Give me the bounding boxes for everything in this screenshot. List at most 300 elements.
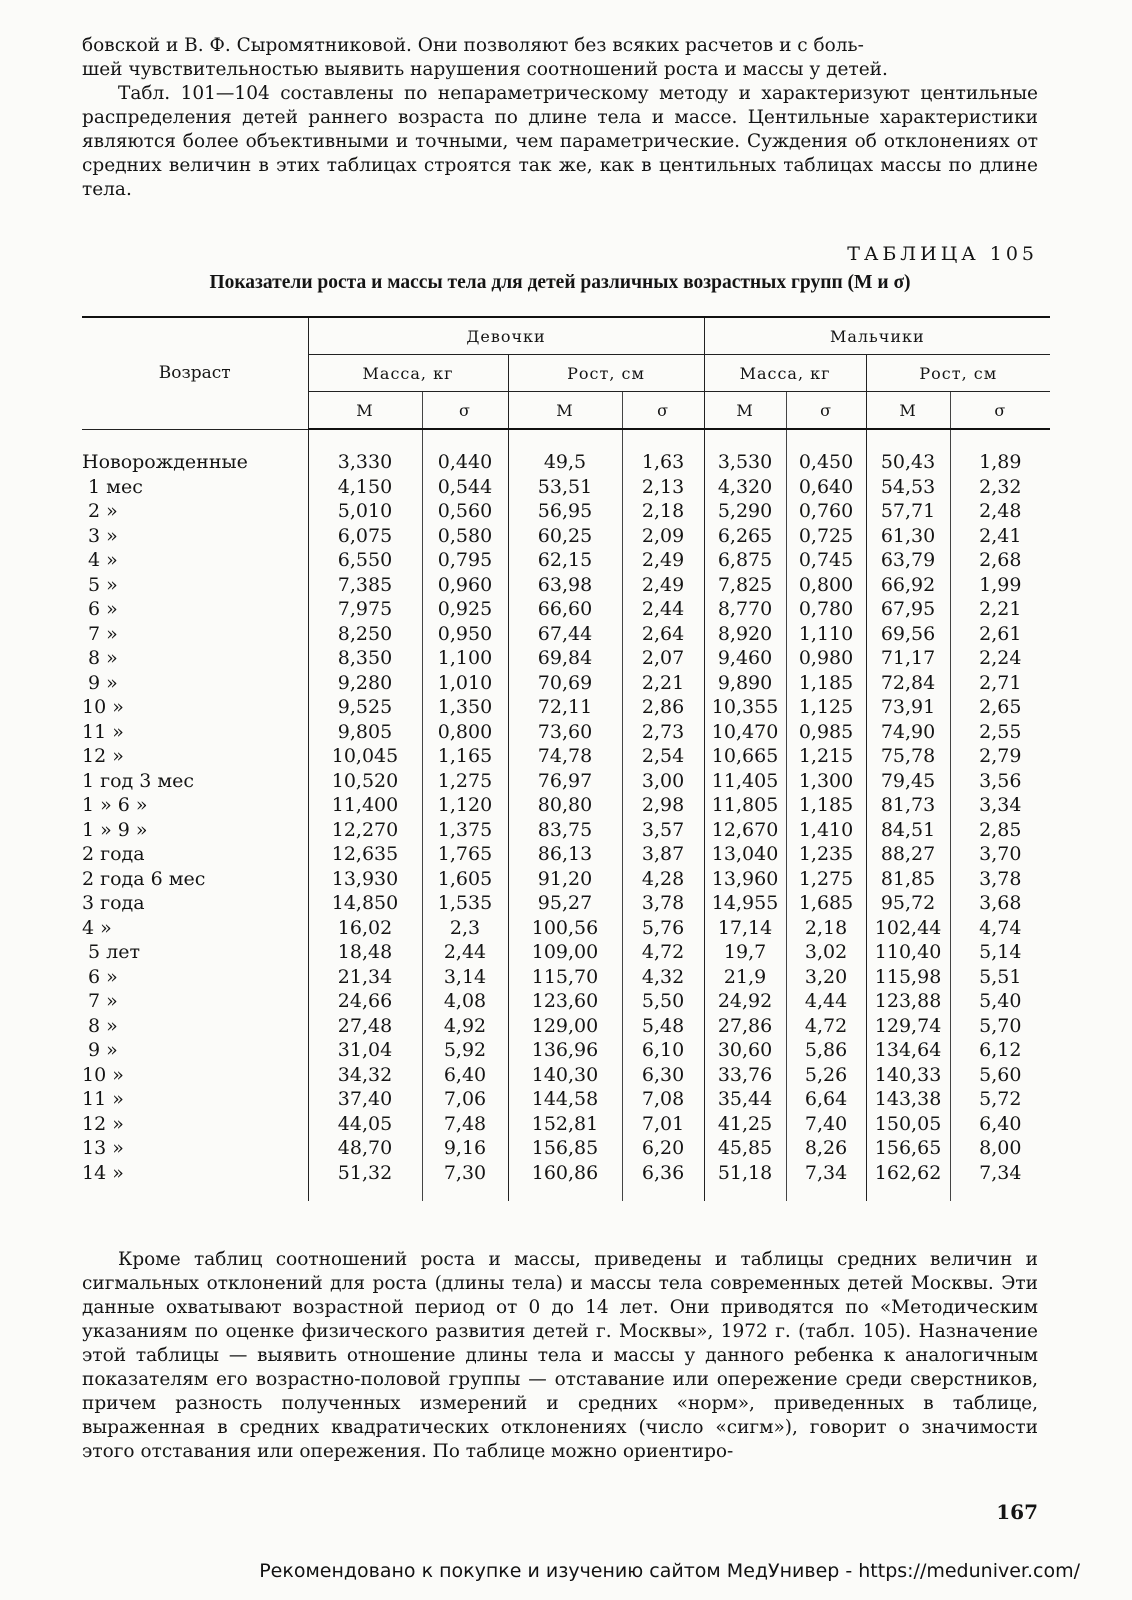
header-boys: Мальчики bbox=[704, 317, 1050, 355]
header-m: M bbox=[308, 392, 422, 430]
value-cell: 8,350 bbox=[308, 646, 422, 671]
header-boys-height: Рост, см bbox=[866, 355, 1050, 392]
page-number: 167 bbox=[996, 1500, 1038, 1524]
header-boys-mass: Масса, кг bbox=[704, 355, 866, 392]
age-cell: 2 года bbox=[82, 842, 308, 867]
value-cell: 1,765 bbox=[422, 842, 508, 867]
value-cell: 81,85 bbox=[866, 867, 950, 892]
value-cell: 0,795 bbox=[422, 548, 508, 573]
value-cell: 7,30 bbox=[422, 1161, 508, 1202]
value-cell: 4,320 bbox=[704, 475, 786, 500]
value-cell: 3,87 bbox=[622, 842, 704, 867]
value-cell: 3,68 bbox=[979, 892, 1022, 914]
age-cell: 6 » bbox=[82, 965, 308, 990]
value-cell: 14,955 bbox=[704, 891, 786, 916]
value-cell: 56,95 bbox=[508, 499, 622, 524]
value-cell: 6,30 bbox=[622, 1063, 704, 1088]
header-m: M bbox=[508, 392, 622, 430]
value-cell: 37,40 bbox=[308, 1087, 422, 1112]
value-cell: 5,010 bbox=[308, 499, 422, 524]
value-cell: 6,36 bbox=[622, 1161, 704, 1202]
table-row bbox=[82, 965, 1050, 990]
value-cell: 140,30 bbox=[508, 1063, 622, 1088]
table-row bbox=[82, 1087, 1050, 1112]
age-cell: 8 » bbox=[82, 646, 308, 671]
value-cell: 4,92 bbox=[422, 1014, 508, 1039]
value-cell: 9,805 bbox=[308, 720, 422, 745]
value-cell: 24,92 bbox=[704, 989, 786, 1014]
value-cell: 0,985 bbox=[786, 720, 866, 745]
table-row bbox=[82, 818, 1050, 843]
value-cell: 102,44 bbox=[866, 916, 950, 941]
value-cell: 0,925 bbox=[422, 597, 508, 622]
paragraph-intro bbox=[82, 34, 1038, 202]
age-cell: 3 » bbox=[82, 524, 308, 549]
value-cell: 3,78 bbox=[979, 867, 1022, 890]
value-cell: 6,40 bbox=[979, 1112, 1022, 1135]
value-cell: 7,08 bbox=[622, 1087, 704, 1112]
value-cell: 162,62 bbox=[866, 1161, 950, 1202]
value-cell: 7,34 bbox=[979, 1161, 1022, 1184]
table-row bbox=[82, 1038, 1050, 1063]
age-cell: 12 » bbox=[82, 744, 308, 769]
value-cell: 1,535 bbox=[422, 891, 508, 916]
value-cell: 156,85 bbox=[508, 1136, 622, 1161]
value-cell: 50,43 bbox=[866, 450, 950, 475]
value-cell: 76,97 bbox=[508, 769, 622, 794]
age-cell: 9 » bbox=[82, 1038, 308, 1063]
value-cell: 0,980 bbox=[786, 646, 866, 671]
table-row bbox=[82, 524, 1050, 549]
value-cell: 75,78 bbox=[866, 744, 950, 769]
value-cell: 5,14 bbox=[979, 941, 1022, 963]
value-cell: 1,120 bbox=[422, 793, 508, 818]
table-row bbox=[82, 597, 1050, 622]
table-row bbox=[82, 842, 1050, 867]
value-cell: 60,25 bbox=[508, 524, 622, 549]
age-cell: 1 мес bbox=[82, 475, 308, 500]
value-cell: 74,78 bbox=[508, 744, 622, 769]
value-cell: 4,72 bbox=[622, 940, 704, 965]
table-row bbox=[82, 1063, 1050, 1088]
value-cell: 3,78 bbox=[622, 891, 704, 916]
value-cell: 150,05 bbox=[866, 1112, 950, 1137]
age-cell: 7 » bbox=[82, 622, 308, 647]
value-cell: 6,10 bbox=[622, 1038, 704, 1063]
table-row bbox=[82, 671, 1050, 696]
value-cell: 0,450 bbox=[786, 450, 866, 475]
value-cell: 2,48 bbox=[979, 500, 1022, 522]
value-cell: 9,280 bbox=[308, 671, 422, 696]
header-girls: Девочки bbox=[308, 317, 704, 355]
value-cell: 9,16 bbox=[422, 1136, 508, 1161]
value-cell: 73,91 bbox=[866, 695, 950, 720]
value-cell: 63,98 bbox=[508, 573, 622, 598]
value-cell: 4,08 bbox=[422, 989, 508, 1014]
value-cell: 2,18 bbox=[786, 916, 866, 941]
value-cell: 5,40 bbox=[979, 990, 1022, 1012]
value-cell: 53,51 bbox=[508, 475, 622, 500]
header-sigma: σ bbox=[950, 392, 1050, 430]
value-cell: 13,930 bbox=[308, 867, 422, 892]
value-cell: 1,110 bbox=[786, 622, 866, 647]
value-cell: 24,66 bbox=[308, 989, 422, 1014]
table-row bbox=[82, 916, 1050, 941]
value-cell: 5,76 bbox=[622, 916, 704, 941]
value-cell: 0,440 bbox=[422, 450, 508, 475]
value-cell: 6,20 bbox=[622, 1136, 704, 1161]
age-cell: 1 год 3 мес bbox=[82, 769, 308, 794]
value-cell: 44,05 bbox=[308, 1112, 422, 1137]
value-cell: 2,13 bbox=[622, 475, 704, 500]
age-cell: 7 » bbox=[82, 989, 308, 1014]
value-cell: 66,92 bbox=[866, 573, 950, 598]
header-sigma: σ bbox=[786, 392, 866, 430]
value-cell: 140,33 bbox=[866, 1063, 950, 1088]
header-girls-mass: Масса, кг bbox=[308, 355, 508, 392]
value-cell: 72,84 bbox=[866, 671, 950, 696]
value-cell: 5,290 bbox=[704, 499, 786, 524]
value-cell: 6,40 bbox=[422, 1063, 508, 1088]
value-cell: 1,350 bbox=[422, 695, 508, 720]
value-cell: 4,74 bbox=[979, 916, 1022, 939]
value-cell: 41,25 bbox=[704, 1112, 786, 1137]
value-cell: 35,44 bbox=[704, 1087, 786, 1112]
header-age: Возраст bbox=[82, 317, 308, 429]
value-cell: 21,34 bbox=[308, 965, 422, 990]
header-sigma: σ bbox=[422, 392, 508, 430]
value-cell: 2,55 bbox=[979, 720, 1022, 743]
value-cell: 2,32 bbox=[979, 475, 1022, 498]
paragraph-intro-line2: шей чувствительностью выявить нарушения соотношений роста и массы у детей. bbox=[82, 59, 888, 80]
age-cell: 1 » 6 » bbox=[82, 793, 308, 818]
value-cell: 1,300 bbox=[786, 769, 866, 794]
value-cell: 123,88 bbox=[866, 989, 950, 1014]
value-cell: 6,075 bbox=[308, 524, 422, 549]
table-row bbox=[82, 573, 1050, 598]
value-cell: 33,76 bbox=[704, 1063, 786, 1088]
value-cell: 0,560 bbox=[422, 499, 508, 524]
value-cell: 66,60 bbox=[508, 597, 622, 622]
value-cell: 16,02 bbox=[308, 916, 422, 941]
age-cell: 11 » bbox=[82, 1087, 308, 1112]
value-cell: 7,34 bbox=[786, 1161, 866, 1202]
value-cell: 8,920 bbox=[704, 622, 786, 647]
value-cell: 0,580 bbox=[422, 524, 508, 549]
value-cell: 2,41 bbox=[979, 524, 1022, 547]
value-cell: 4,32 bbox=[622, 965, 704, 990]
value-cell: 6,875 bbox=[704, 548, 786, 573]
value-cell: 51,18 bbox=[704, 1161, 786, 1202]
value-cell: 54,53 bbox=[866, 475, 950, 500]
value-cell: 156,65 bbox=[866, 1136, 950, 1161]
value-cell: 5,48 bbox=[622, 1014, 704, 1039]
value-cell: 49,5 bbox=[508, 450, 622, 475]
age-cell: 1 » 9 » bbox=[82, 818, 308, 843]
table-row bbox=[82, 499, 1050, 524]
value-cell: 3,56 bbox=[979, 769, 1022, 792]
value-cell: 1,125 bbox=[786, 695, 866, 720]
value-cell: 123,60 bbox=[508, 989, 622, 1014]
value-cell: 1,605 bbox=[422, 867, 508, 892]
value-cell: 11,405 bbox=[704, 769, 786, 794]
value-cell: 1,275 bbox=[786, 867, 866, 892]
age-cell: 4 » bbox=[82, 916, 308, 941]
value-cell: 48,70 bbox=[308, 1136, 422, 1161]
value-cell: 7,40 bbox=[786, 1112, 866, 1137]
value-cell: 21,9 bbox=[704, 965, 786, 990]
table-row bbox=[82, 450, 1050, 475]
value-cell: 4,150 bbox=[308, 475, 422, 500]
value-cell: 34,32 bbox=[308, 1063, 422, 1088]
table-row bbox=[82, 793, 1050, 818]
value-cell: 10,665 bbox=[704, 744, 786, 769]
value-cell: 3,70 bbox=[979, 843, 1022, 865]
age-cell: 3 года bbox=[82, 891, 308, 916]
value-cell: 14,850 bbox=[308, 891, 422, 916]
age-cell: 11 » bbox=[82, 720, 308, 745]
value-cell: 129,00 bbox=[508, 1014, 622, 1039]
value-cell: 95,72 bbox=[866, 891, 950, 916]
value-cell: 12,635 bbox=[308, 842, 422, 867]
value-cell: 3,00 bbox=[622, 769, 704, 794]
value-cell: 83,75 bbox=[508, 818, 622, 843]
value-cell: 5,86 bbox=[786, 1038, 866, 1063]
value-cell: 7,01 bbox=[622, 1112, 704, 1137]
value-cell: 136,96 bbox=[508, 1038, 622, 1063]
age-cell: 13 » bbox=[82, 1136, 308, 1161]
value-cell: 95,27 bbox=[508, 891, 622, 916]
value-cell: 109,00 bbox=[508, 940, 622, 965]
table-title: Показатели роста и массы тела для детей различных возрастных групп (M и σ) bbox=[209, 272, 911, 293]
value-cell: 70,69 bbox=[508, 671, 622, 696]
value-cell: 2,3 bbox=[422, 916, 508, 941]
paragraph-moscow-text: Кроме таблиц соотношений роста и массы, приведены и таблицы средних величин и сигмальных отклонений для роста (длины тела) и массы тела современных детей Москвы. Эти данные охватывают возрастной период от 0 до 14 лет. Они приводятся по «Методическим указаниям по оценке физического развития детей г. Москвы», 1972 г. (табл. 105). Назначение этой таблицы — выявить отношение длины тела и массы у данного ребенка к аналогичным показателям его возрастно-половой группы — отставание или опережение среди сверстников, причем разность полученных измерений и средних «норм», приведенных в таблице, выраженная в средних квадратических отклонениях (число «сигм»), говорит о значимости этого отставания или опережения. По таблице можно ориентиро- bbox=[82, 1249, 1038, 1462]
age-cell: 10 » bbox=[82, 695, 308, 720]
value-cell: 17,14 bbox=[704, 916, 786, 941]
value-cell: 2,18 bbox=[622, 499, 704, 524]
value-cell: 5,60 bbox=[979, 1063, 1022, 1086]
value-cell: 2,07 bbox=[622, 646, 704, 671]
value-cell: 4,44 bbox=[786, 989, 866, 1014]
value-cell: 71,17 bbox=[866, 646, 950, 671]
value-cell: 61,30 bbox=[866, 524, 950, 549]
age-cell: 8 » bbox=[82, 1014, 308, 1039]
age-cell: 12 » bbox=[82, 1112, 308, 1137]
value-cell: 79,45 bbox=[866, 769, 950, 794]
value-cell: 31,04 bbox=[308, 1038, 422, 1063]
value-cell: 5,70 bbox=[979, 1014, 1022, 1037]
value-cell: 2,21 bbox=[979, 598, 1022, 620]
value-cell: 27,48 bbox=[308, 1014, 422, 1039]
value-cell: 0,950 bbox=[422, 622, 508, 647]
value-cell: 144,58 bbox=[508, 1087, 622, 1112]
table-row bbox=[82, 720, 1050, 745]
value-cell: 72,11 bbox=[508, 695, 622, 720]
value-cell: 2,65 bbox=[979, 696, 1022, 718]
value-cell: 1,185 bbox=[786, 793, 866, 818]
value-cell: 2,68 bbox=[979, 549, 1022, 571]
value-cell: 11,400 bbox=[308, 793, 422, 818]
value-cell: 3,330 bbox=[308, 450, 422, 475]
header-sigma: σ bbox=[622, 392, 704, 430]
value-cell: 2,86 bbox=[622, 695, 704, 720]
table-number: ТАБЛИЦА 105 bbox=[847, 243, 1038, 265]
value-cell: 0,800 bbox=[786, 573, 866, 598]
value-cell: 80,80 bbox=[508, 793, 622, 818]
value-cell: 6,265 bbox=[704, 524, 786, 549]
value-cell: 69,84 bbox=[508, 646, 622, 671]
value-cell: 1,410 bbox=[786, 818, 866, 843]
value-cell: 6,550 bbox=[308, 548, 422, 573]
value-cell: 5,50 bbox=[622, 989, 704, 1014]
value-cell: 2,44 bbox=[422, 940, 508, 965]
value-cell: 2,64 bbox=[622, 622, 704, 647]
value-cell: 9,890 bbox=[704, 671, 786, 696]
value-cell: 57,71 bbox=[866, 499, 950, 524]
value-cell: 11,805 bbox=[704, 793, 786, 818]
value-cell: 67,95 bbox=[866, 597, 950, 622]
value-cell: 1,100 bbox=[422, 646, 508, 671]
value-cell: 88,27 bbox=[866, 842, 950, 867]
value-cell: 5,92 bbox=[422, 1038, 508, 1063]
table-row bbox=[82, 1136, 1050, 1161]
table-row bbox=[82, 548, 1050, 573]
value-cell: 0,640 bbox=[786, 475, 866, 500]
value-cell: 10,470 bbox=[704, 720, 786, 745]
value-cell: 5,51 bbox=[979, 965, 1022, 988]
value-cell: 30,60 bbox=[704, 1038, 786, 1063]
value-cell: 1,235 bbox=[786, 842, 866, 867]
value-cell: 2,98 bbox=[622, 793, 704, 818]
value-cell: 84,51 bbox=[866, 818, 950, 843]
value-cell: 3,34 bbox=[979, 794, 1022, 816]
value-cell: 2,49 bbox=[622, 548, 704, 573]
value-cell: 74,90 bbox=[866, 720, 950, 745]
value-cell: 2,49 bbox=[622, 573, 704, 598]
value-cell: 1,275 bbox=[422, 769, 508, 794]
header-m: M bbox=[866, 392, 950, 430]
value-cell: 0,725 bbox=[786, 524, 866, 549]
paragraph-tables-description: Табл. 101—104 составлены по непараметрическому методу и характеризуют центильные распределения детей раннего возраста по длине тела и массе. Центильные характеристики являются более объективными и точными, чем параметрические. Суждения об отклонениях от средних величин в этих таблицах строятся так же, как в центильных таблицах массы по длине тела. bbox=[82, 83, 1038, 200]
table-row bbox=[82, 475, 1050, 500]
header-m: M bbox=[704, 392, 786, 430]
growth-mass-table bbox=[82, 316, 1050, 1201]
age-cell: 2 » bbox=[82, 499, 308, 524]
value-cell: 7,48 bbox=[422, 1112, 508, 1137]
table-row bbox=[82, 891, 1050, 916]
table-row bbox=[82, 1161, 1050, 1202]
value-cell: 3,14 bbox=[422, 965, 508, 990]
value-cell: 2,79 bbox=[979, 745, 1022, 767]
value-cell: 18,48 bbox=[308, 940, 422, 965]
table-row bbox=[82, 1112, 1050, 1137]
value-cell: 19,7 bbox=[704, 940, 786, 965]
value-cell: 12,670 bbox=[704, 818, 786, 843]
value-cell: 152,81 bbox=[508, 1112, 622, 1137]
value-cell: 1,375 bbox=[422, 818, 508, 843]
value-cell: 3,57 bbox=[622, 818, 704, 843]
value-cell: 115,70 bbox=[508, 965, 622, 990]
value-cell: 2,24 bbox=[979, 647, 1022, 669]
age-cell: 5 лет bbox=[82, 940, 308, 965]
table-row bbox=[82, 940, 1050, 965]
value-cell: 9,460 bbox=[704, 646, 786, 671]
table-row bbox=[82, 695, 1050, 720]
value-cell: 0,745 bbox=[786, 548, 866, 573]
value-cell: 4,28 bbox=[622, 867, 704, 892]
value-cell: 2,44 bbox=[622, 597, 704, 622]
value-cell: 5,26 bbox=[786, 1063, 866, 1088]
value-cell: 143,38 bbox=[866, 1087, 950, 1112]
value-cell: 8,00 bbox=[979, 1137, 1022, 1159]
value-cell: 2,21 bbox=[622, 671, 704, 696]
value-cell: 8,250 bbox=[308, 622, 422, 647]
value-cell: 2,73 bbox=[622, 720, 704, 745]
value-cell: 2,71 bbox=[979, 671, 1022, 694]
value-cell: 7,385 bbox=[308, 573, 422, 598]
age-cell: 6 » bbox=[82, 597, 308, 622]
value-cell: 1,165 bbox=[422, 744, 508, 769]
value-cell: 2,61 bbox=[979, 622, 1022, 645]
value-cell: 0,780 bbox=[786, 597, 866, 622]
value-cell: 62,15 bbox=[508, 548, 622, 573]
value-cell: 10,355 bbox=[704, 695, 786, 720]
value-cell: 0,800 bbox=[422, 720, 508, 745]
age-cell: 5 » bbox=[82, 573, 308, 598]
value-cell: 1,215 bbox=[786, 744, 866, 769]
value-cell: 3,02 bbox=[786, 940, 866, 965]
value-cell: 1,010 bbox=[422, 671, 508, 696]
value-cell: 1,99 bbox=[979, 573, 1022, 596]
value-cell: 1,89 bbox=[979, 451, 1022, 473]
value-cell: 160,86 bbox=[508, 1161, 622, 1202]
value-cell: 45,85 bbox=[704, 1136, 786, 1161]
table-row bbox=[82, 769, 1050, 794]
value-cell: 9,525 bbox=[308, 695, 422, 720]
value-cell: 73,60 bbox=[508, 720, 622, 745]
value-cell: 81,73 bbox=[866, 793, 950, 818]
value-cell: 2,54 bbox=[622, 744, 704, 769]
table-row bbox=[82, 622, 1050, 647]
value-cell: 51,32 bbox=[308, 1161, 422, 1202]
table-body bbox=[82, 429, 1050, 1201]
age-cell: 14 » bbox=[82, 1161, 308, 1202]
value-cell: 129,74 bbox=[866, 1014, 950, 1039]
age-cell: 2 года 6 мес bbox=[82, 867, 308, 892]
value-cell: 1,685 bbox=[786, 891, 866, 916]
table-row bbox=[82, 867, 1050, 892]
value-cell: 6,12 bbox=[979, 1039, 1022, 1061]
table-row bbox=[82, 646, 1050, 671]
value-cell: 10,045 bbox=[308, 744, 422, 769]
value-cell: 67,44 bbox=[508, 622, 622, 647]
value-cell: 7,825 bbox=[704, 573, 786, 598]
value-cell: 0,960 bbox=[422, 573, 508, 598]
age-cell: 10 » bbox=[82, 1063, 308, 1088]
age-cell: 4 » bbox=[82, 548, 308, 573]
paragraph-intro-line1: бовской и В. Ф. Сыромятниковой. Они позволяют без всяких расчетов и с боль- bbox=[82, 35, 864, 56]
value-cell: 4,72 bbox=[786, 1014, 866, 1039]
value-cell: 10,520 bbox=[308, 769, 422, 794]
value-cell: 63,79 bbox=[866, 548, 950, 573]
value-cell: 1,185 bbox=[786, 671, 866, 696]
age-cell: Новорожденные bbox=[82, 450, 308, 475]
value-cell: 110,40 bbox=[866, 940, 950, 965]
value-cell: 27,86 bbox=[704, 1014, 786, 1039]
value-cell: 3,20 bbox=[786, 965, 866, 990]
value-cell: 69,56 bbox=[866, 622, 950, 647]
